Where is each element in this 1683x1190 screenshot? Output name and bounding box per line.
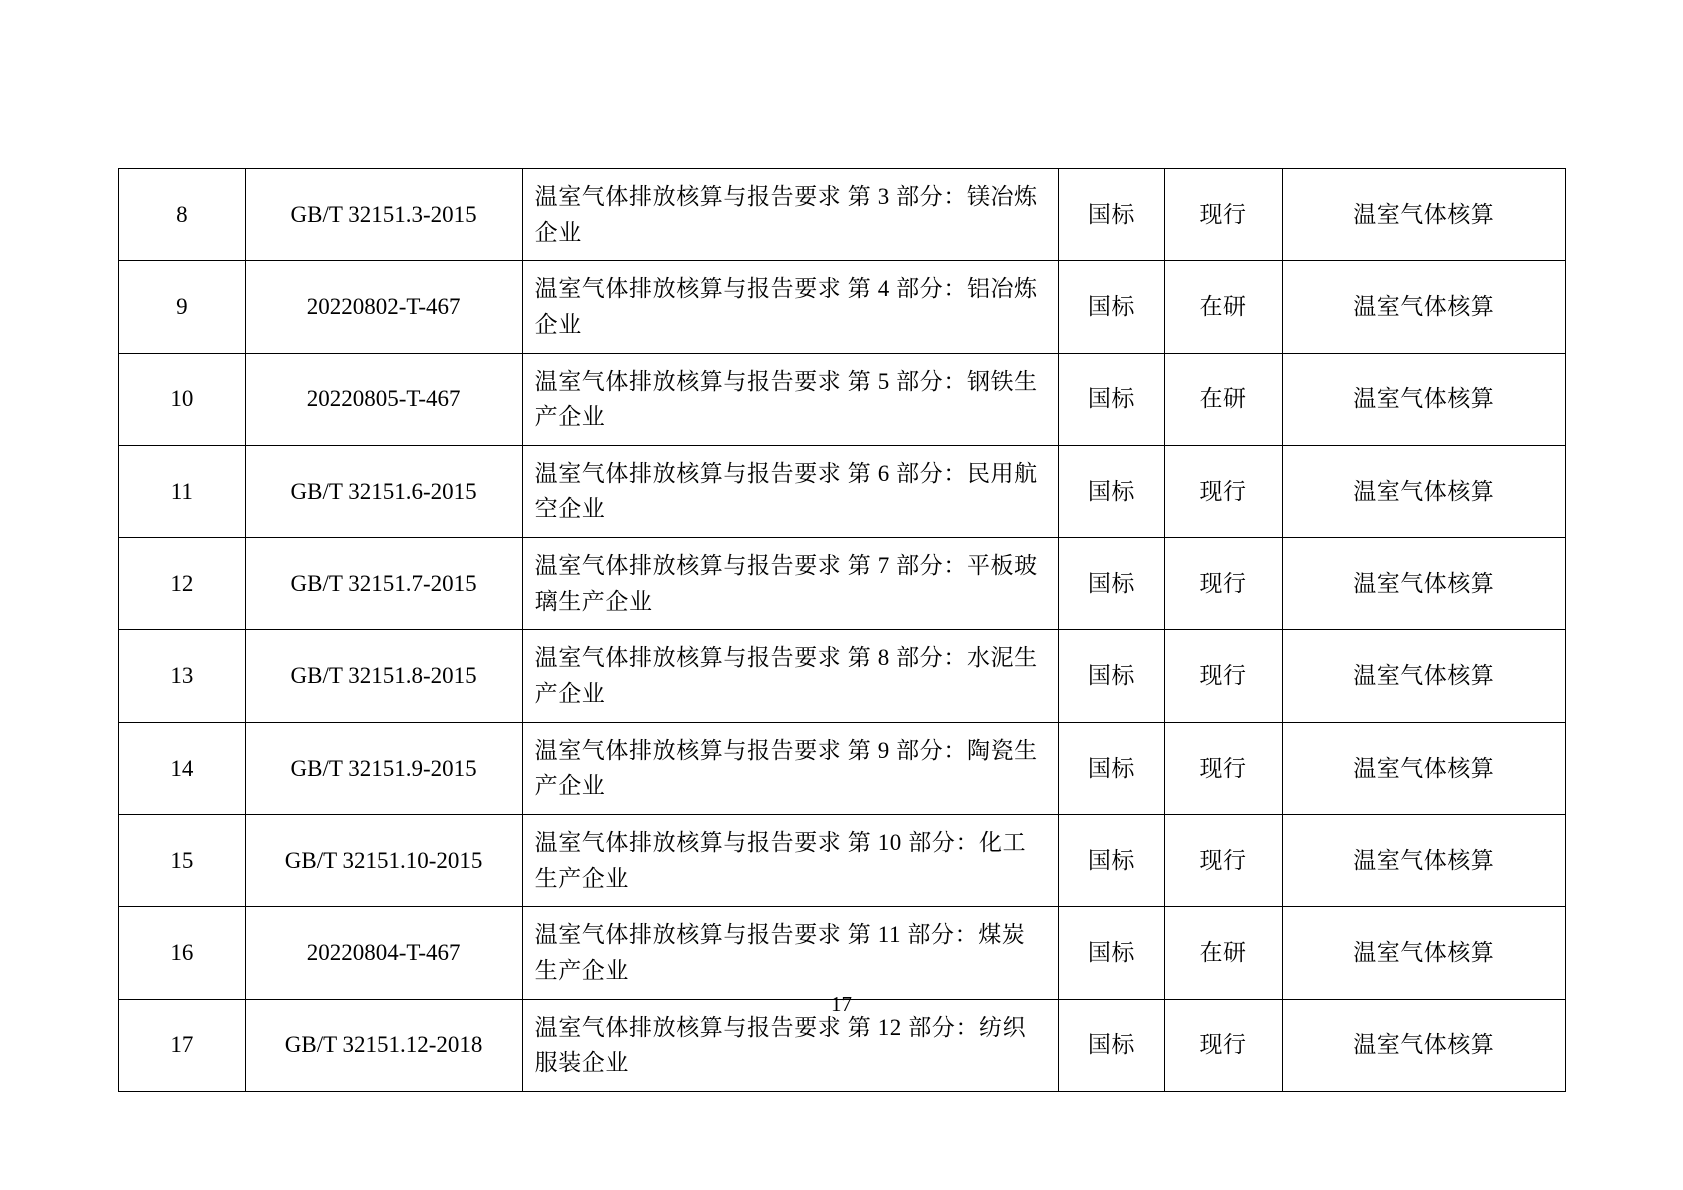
row-type-cell (1059, 722, 1164, 814)
row-category: 温室气体核算 (1353, 755, 1495, 781)
row-name: 温室气体排放核算与报告要求 第 7 部分：平板玻璃生产企业 (534, 553, 1038, 614)
row-category-cell (1282, 169, 1565, 261)
row-status-cell (1164, 445, 1282, 537)
row-status: 现行 (1199, 1032, 1247, 1058)
row-index: 13 (170, 663, 194, 689)
row-category: 温室气体核算 (1353, 201, 1495, 227)
row-category: 温室气体核算 (1353, 294, 1495, 320)
page-number: 17 (831, 992, 852, 1016)
row-status: 现行 (1199, 663, 1247, 689)
row-code-cell (245, 169, 522, 261)
row-name-cell (522, 538, 1059, 630)
row-type: 国标 (1087, 478, 1135, 504)
row-index: 15 (170, 847, 194, 873)
row-name: 温室气体排放核算与报告要求 第 8 部分：水泥生产企业 (534, 645, 1038, 707)
row-type: 国标 (1087, 294, 1135, 320)
row-name: 温室气体排放核算与报告要求 第 11 部分：煤炭生产企业 (534, 922, 1026, 983)
row-index-cell (119, 353, 246, 445)
row-name-cell (522, 630, 1059, 722)
row-code: GB/T 32151.6-2015 (290, 478, 477, 504)
row-status: 现行 (1199, 201, 1247, 227)
row-type: 国标 (1087, 940, 1135, 966)
row-index: 17 (170, 1032, 194, 1058)
row-type-cell (1059, 445, 1164, 537)
row-code: GB/T 32151.10-2015 (284, 847, 483, 873)
row-index-cell (119, 814, 246, 906)
row-category: 温室气体核算 (1353, 386, 1495, 412)
row-code: GB/T 32151.7-2015 (290, 570, 477, 596)
row-type-cell (1059, 538, 1164, 630)
row-code-cell (245, 445, 522, 537)
row-index: 10 (170, 386, 194, 412)
row-status: 现行 (1199, 847, 1247, 873)
row-status-cell (1164, 538, 1282, 630)
row-category-cell (1282, 814, 1565, 906)
standards-table (118, 168, 1566, 1092)
row-name-cell (522, 722, 1059, 814)
table-row (119, 630, 1566, 722)
row-type-cell (1059, 630, 1164, 722)
row-name-cell (522, 261, 1059, 353)
row-category-cell (1282, 353, 1565, 445)
row-code: 20220802-T-467 (306, 294, 461, 320)
row-category: 温室气体核算 (1353, 847, 1495, 873)
row-code: GB/T 32151.3-2015 (290, 201, 477, 227)
row-type: 国标 (1087, 570, 1135, 596)
table-row (119, 353, 1566, 445)
row-name-cell (522, 353, 1059, 445)
table-row (119, 261, 1566, 353)
row-category: 温室气体核算 (1353, 940, 1495, 966)
row-index: 8 (176, 201, 188, 227)
row-code: GB/T 32151.12-2018 (284, 1032, 483, 1058)
row-type: 国标 (1087, 1032, 1135, 1058)
row-index: 14 (170, 755, 194, 781)
row-category: 温室气体核算 (1353, 1032, 1495, 1058)
row-name: 温室气体排放核算与报告要求 第 10 部分：化工生产企业 (534, 829, 1027, 891)
table-row (119, 538, 1566, 630)
row-category-cell (1282, 445, 1565, 537)
row-status: 在研 (1199, 386, 1247, 412)
row-code-cell (245, 630, 522, 722)
row-type: 国标 (1087, 847, 1135, 873)
row-code-cell (245, 722, 522, 814)
row-index-cell (119, 445, 246, 537)
table-row (119, 169, 1566, 261)
row-index-cell (119, 907, 246, 999)
row-type-cell (1059, 814, 1164, 906)
row-status: 在研 (1199, 294, 1247, 320)
row-code-cell (245, 907, 522, 999)
row-status-cell (1164, 907, 1282, 999)
table-row (119, 722, 1566, 814)
row-category: 温室气体核算 (1353, 570, 1495, 596)
row-type-cell (1059, 353, 1164, 445)
table-row (119, 907, 1566, 999)
row-index: 9 (176, 294, 188, 320)
row-type: 国标 (1087, 663, 1135, 689)
row-status-cell (1164, 630, 1282, 722)
row-name: 温室气体排放核算与报告要求 第 4 部分：铝冶炼企业 (534, 276, 1038, 337)
row-status-cell (1164, 814, 1282, 906)
row-type-cell (1059, 261, 1164, 353)
row-name: 温室气体排放核算与报告要求 第 6 部分：民用航空企业 (534, 460, 1038, 522)
row-type: 国标 (1087, 386, 1135, 412)
row-index-cell (119, 261, 246, 353)
row-status: 在研 (1199, 940, 1247, 966)
row-category: 温室气体核算 (1353, 478, 1495, 504)
row-type: 国标 (1087, 201, 1135, 227)
row-code-cell (245, 353, 522, 445)
row-code: 20220804-T-467 (306, 940, 461, 966)
row-index-cell (119, 538, 246, 630)
row-code-cell (245, 814, 522, 906)
row-name: 温室气体排放核算与报告要求 第 3 部分：镁冶炼企业 (534, 184, 1038, 245)
row-status-cell (1164, 261, 1282, 353)
row-code-cell (245, 538, 522, 630)
row-index: 12 (170, 570, 194, 596)
row-type-cell (1059, 907, 1164, 999)
row-category-cell (1282, 538, 1565, 630)
row-name: 温室气体排放核算与报告要求 第 12 部分：纺织服装企业 (534, 1014, 1027, 1076)
row-name: 温室气体排放核算与报告要求 第 5 部分：钢铁生产企业 (534, 368, 1038, 430)
row-index-cell (119, 630, 246, 722)
row-status: 现行 (1199, 478, 1247, 504)
row-code-cell (245, 261, 522, 353)
row-name-cell (522, 907, 1059, 999)
row-index-cell (119, 722, 246, 814)
row-status: 现行 (1199, 570, 1247, 596)
row-category-cell (1282, 261, 1565, 353)
row-category: 温室气体核算 (1353, 663, 1495, 689)
row-code: 20220805-T-467 (306, 386, 461, 412)
row-code: GB/T 32151.9-2015 (290, 755, 477, 781)
row-status-cell (1164, 169, 1282, 261)
row-category-cell (1282, 630, 1565, 722)
row-name-cell (522, 445, 1059, 537)
row-index: 16 (170, 940, 194, 966)
table-row (119, 445, 1566, 537)
row-name: 温室气体排放核算与报告要求 第 9 部分：陶瓷生产企业 (534, 737, 1038, 799)
row-name-cell (522, 814, 1059, 906)
row-index-cell (119, 169, 246, 261)
row-name-cell (522, 169, 1059, 261)
row-type: 国标 (1087, 755, 1135, 781)
row-category-cell (1282, 907, 1565, 999)
row-code: GB/T 32151.8-2015 (290, 663, 477, 689)
row-status-cell (1164, 722, 1282, 814)
row-type-cell (1059, 169, 1164, 261)
row-category-cell (1282, 722, 1565, 814)
table-row (119, 814, 1566, 906)
row-status: 现行 (1199, 755, 1247, 781)
row-status-cell (1164, 353, 1282, 445)
row-index: 11 (170, 478, 193, 504)
